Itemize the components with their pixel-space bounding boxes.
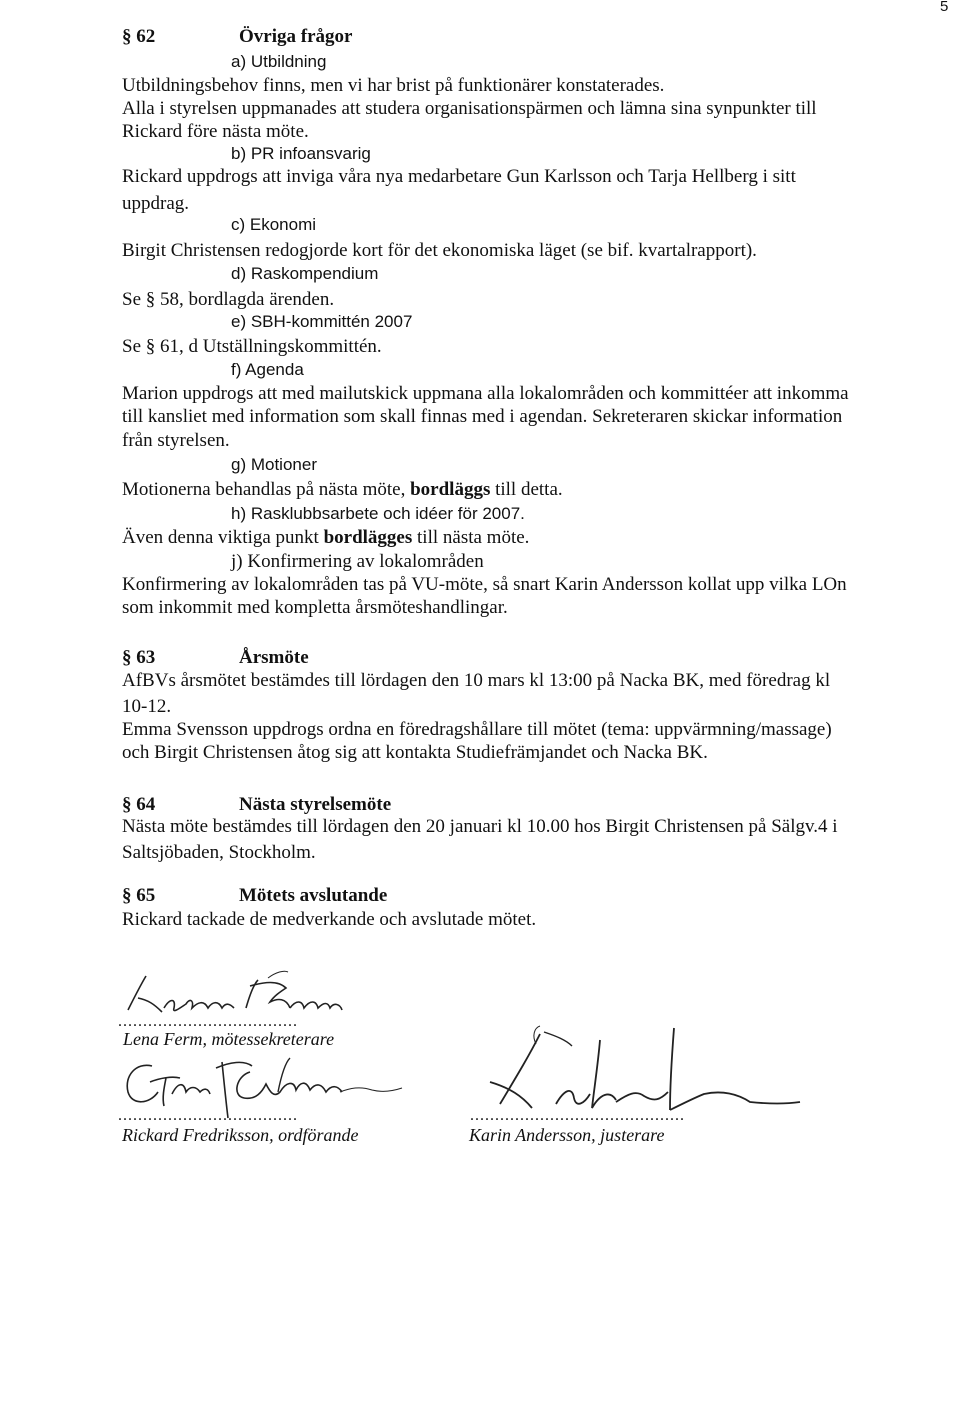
item-b-label: b) PR infoansvarig: [231, 144, 371, 163]
section-63-text-1: AfBVs årsmötet bestämdes till lördagen den 10 mars kl 13:00 på Nacka BK, med föredrag kl: [122, 670, 831, 691]
section-65-number: § 65: [122, 885, 156, 906]
section-62-title: Övriga frågor: [239, 26, 353, 47]
item-e-text-1: Se § 61, d Utställningskommittén.: [122, 336, 382, 357]
page-number: 5: [940, 0, 949, 15]
section-62-heading: [122, 27, 352, 46]
item-d-label: d) Raskompendium: [231, 264, 379, 283]
item-f-label: f) Agenda: [231, 360, 304, 379]
item-h-text-post: till nästa möte.: [412, 527, 530, 548]
item-j-text-2: som inkommit med kompletta årsmöteshandlingar.: [122, 597, 508, 618]
section-65-text-1: Rickard tackade de medverkande och avslutade mötet.: [122, 909, 537, 930]
item-h-label: h) Rasklubbsarbete och idéer för 2007.: [231, 504, 525, 523]
section-63-number: § 63: [122, 647, 156, 668]
item-g-text-1: [122, 480, 563, 499]
item-j-text-1: Konfirmering av lokalområden tas på VU-möte, så snart Karin Andersson kollat upp vilka LOn: [122, 574, 847, 595]
item-a-label: a) Utbildning: [231, 52, 327, 71]
item-h-text-1: [122, 528, 529, 547]
item-g-text-pre: Motionerna behandlas på nästa möte,: [122, 479, 411, 500]
item-f-text-3: från styrelsen.: [122, 430, 230, 451]
section-63-title: Årsmöte: [239, 647, 309, 668]
secretary-caption: Lena Ferm, mötessekreterare: [123, 1029, 335, 1049]
adjuster-signature-line: ...........................................: [470, 1107, 685, 1124]
item-g-text-bold: bordläggs: [410, 479, 491, 500]
item-b-text-1: Rickard uppdrogs att inviga våra nya medarbetare Gun Karlsson och Tarja Hellberg i sitt: [122, 166, 796, 187]
item-h-text-pre: Även denna viktiga punkt: [122, 527, 324, 548]
item-h-text-bold: bordlägges: [323, 527, 413, 548]
item-c-label: c) Ekonomi: [231, 215, 317, 234]
item-g-label: g) Motioner: [231, 455, 317, 474]
item-j-label: j) Konfirmering av lokalområden: [231, 551, 484, 572]
section-64-text-2: Saltsjöbaden, Stockholm.: [122, 842, 316, 863]
item-a-text-2: Alla i styrelsen uppmanades att studera organisationspärmen och lämna sina synpunkter till: [122, 98, 817, 119]
chair-signature-line: ....................................: [118, 1107, 298, 1124]
item-f-text-1: Marion uppdrogs att med mailutskick uppmana alla lokalområden och kommittéer att inkomma: [122, 383, 849, 404]
section-62-number: § 62: [122, 26, 156, 47]
section-63-heading: [122, 648, 309, 667]
item-c-text-1: Birgit Christensen redogjorde kort för det ekonomiska läget (se bif. kvartalrapport).: [122, 240, 757, 261]
item-a-text-1: Utbildningsbehov finns, men vi har brist på funktionärer konstaterades.: [122, 75, 665, 96]
section-63-text-3: Emma Svensson uppdrogs ordna en föredragshållare till mötet (tema: uppvärmning/massage): [122, 719, 832, 740]
section-65-heading: [122, 886, 387, 905]
item-b-text-2: uppdrag.: [122, 193, 190, 214]
section-64-number: § 64: [122, 794, 156, 815]
adjuster-caption: Karin Andersson, justerare: [469, 1125, 665, 1145]
item-f-text-2: till kansliet med information som skall finnas med i agendan. Sekreteraren skickar information: [122, 406, 843, 427]
section-63-text-4: och Birgit Christensen åtog sig att kontakta Studiefrämjandet och Nacka BK.: [122, 742, 708, 763]
section-63-text-2: 10-12.: [122, 696, 172, 717]
section-64-title: Nästa styrelsemöte: [239, 794, 392, 815]
item-e-label: e) SBH-kommittén 2007: [231, 312, 413, 331]
section-65-title: Mötets avslutande: [239, 885, 388, 906]
section-64-text-1: Nästa möte bestämdes till lördagen den 20 januari kl 10.00 hos Birgit Christensen på Sälgv.4 i: [122, 816, 838, 837]
item-g-text-post: till detta.: [490, 479, 563, 500]
chair-caption: Rickard Fredriksson, ordförande: [122, 1125, 359, 1145]
item-d-text-1: Se § 58, bordlagda ärenden.: [122, 289, 335, 310]
secretary-signature-line: ....................................: [118, 1013, 298, 1030]
section-64-heading: [122, 795, 391, 814]
item-a-text-3: Rickard före nästa möte.: [122, 121, 309, 142]
